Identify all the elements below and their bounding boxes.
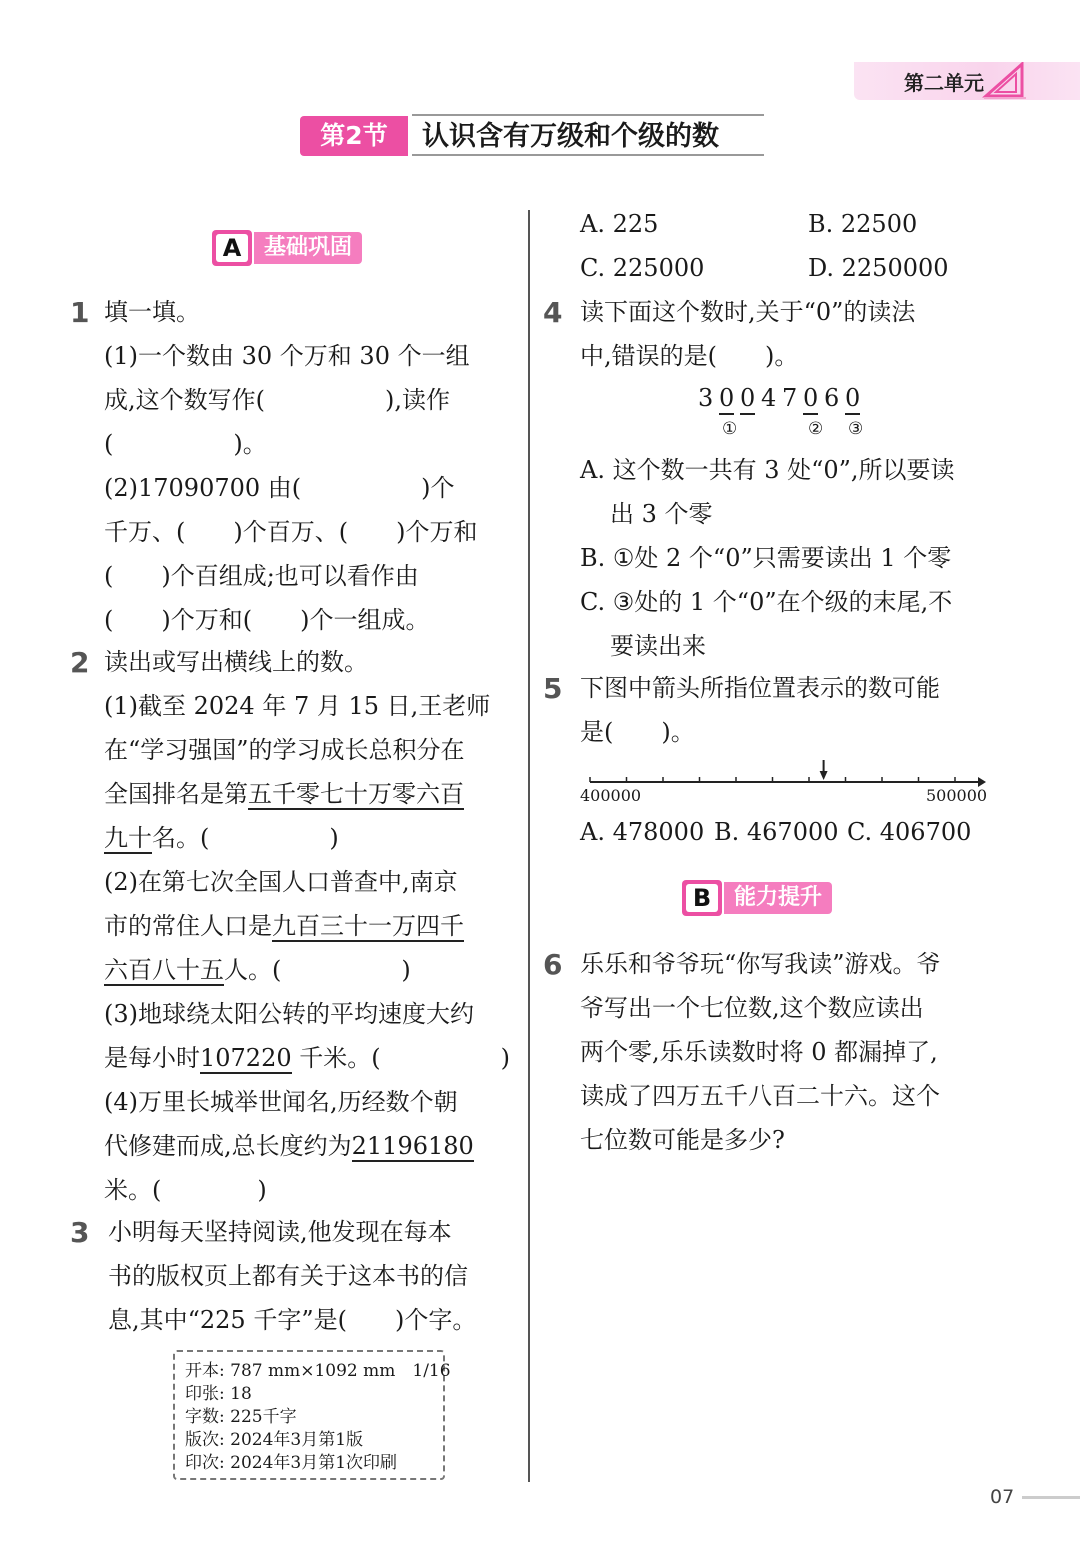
circle-mark-2: ② xyxy=(808,419,824,439)
copyright-info-box xyxy=(173,1350,451,1480)
q5-option-c: C. 406700 xyxy=(847,818,972,846)
q3-option-a: A. 225 xyxy=(580,210,659,238)
q5-option-a: A. 478000 xyxy=(580,818,705,846)
arrow-head xyxy=(820,771,828,780)
category-b-label: 能力提升 xyxy=(724,882,832,914)
q6-line: 七位数可能是多少? xyxy=(580,1126,785,1154)
q1-line: (1)一个数由 30 个万和 30 个一组 xyxy=(104,342,470,370)
q5-line: 是( )。 xyxy=(580,718,695,746)
q2-text: 千米。( ) xyxy=(291,1044,510,1072)
q1-line: 千万、( )个百万、( )个万和 xyxy=(104,518,478,546)
q1-line: ( )个万和( )个一组成。 xyxy=(104,606,430,634)
q1-line: (2)17090700 由( )个 xyxy=(104,474,455,502)
q2-text: 是每小时 xyxy=(104,1044,200,1072)
unit-tab xyxy=(854,62,1080,100)
q5-option-b: B. 467000 xyxy=(714,818,839,846)
info-row: 版次: 2024年3月第1版 xyxy=(185,1430,364,1450)
q3-number: 3 xyxy=(70,1216,90,1249)
circle-mark-3: ③ xyxy=(848,419,864,439)
q6-line: 爷写出一个七位数,这个数应读出 xyxy=(580,994,924,1022)
q2-underlined-number: 六百八十五 xyxy=(104,956,224,984)
digit: 3 xyxy=(698,384,714,412)
q2-line xyxy=(104,1043,510,1073)
section-badge-label: 第2节 xyxy=(320,121,388,150)
triangle-ruler-icon xyxy=(982,62,1028,100)
circle-mark-1: ① xyxy=(722,419,738,439)
q2-line: 读出或写出横线上的数。 xyxy=(104,648,368,676)
q2-line: (3)地球绕太阳公转的平均速度大约 xyxy=(104,1000,474,1028)
q3-option-b: B. 22500 xyxy=(808,210,918,238)
q4-number-display xyxy=(698,383,868,443)
q5-number: 5 xyxy=(543,672,563,705)
number-line-arrow-icon xyxy=(820,760,828,780)
q2-line xyxy=(104,779,464,809)
axis-end-label: 500000 xyxy=(926,786,988,805)
q2-text: 全国排名是第 xyxy=(104,780,248,808)
q4-option-a: A. 这个数一共有 3 处“0”,所以要读 xyxy=(580,456,955,484)
q6-line: 读成了四万五千八百二十六。这个 xyxy=(580,1082,940,1110)
q3-line: 书的版权页上都有关于这本书的信 xyxy=(108,1262,468,1290)
digit: 0 xyxy=(803,383,818,415)
digit: 0 xyxy=(740,383,755,415)
info-row: 印次: 2024年3月第1次印刷 xyxy=(185,1453,398,1473)
q1-number: 1 xyxy=(70,296,90,329)
q2-underlined-number: 五千零七十万零六百 xyxy=(248,780,464,808)
q2-line: (4)万里长城举世闻名,历经数个朝 xyxy=(104,1088,458,1116)
unit-title: 第二单元 xyxy=(904,71,984,95)
q4-option-a-cont: 出 3 个零 xyxy=(610,500,713,528)
digit: 0 xyxy=(845,383,860,415)
q6-number: 6 xyxy=(543,948,563,981)
q2-line xyxy=(104,1131,474,1161)
q6-line: 乐乐和爷爷玩“你写我读”游戏。爷 xyxy=(580,950,941,978)
q5-line: 下图中箭头所指位置表示的数可能 xyxy=(580,674,940,702)
q2-text: 市的常住人口是 xyxy=(104,912,272,940)
q1-line: 填一填。 xyxy=(104,298,200,326)
q2-line xyxy=(104,911,464,941)
info-row: 印张: 18 xyxy=(185,1384,252,1404)
info-row: 字数: 225千字 xyxy=(185,1407,297,1427)
column-divider xyxy=(528,210,530,1482)
q3-option-c: C. 225000 xyxy=(580,254,705,282)
digit: 4 xyxy=(761,384,777,412)
q2-underlined-number: 107220 xyxy=(200,1044,292,1072)
footer-rule xyxy=(1022,1496,1080,1499)
q1-line: ( )。 xyxy=(104,430,267,458)
category-a-letter: A xyxy=(216,234,248,262)
info-row: 开本: 787 mm×1092 mm 1/16 xyxy=(185,1361,451,1381)
q4-line: 读下面这个数时,关于“0”的读法 xyxy=(580,298,916,326)
q4-number: 4 xyxy=(543,296,563,329)
page-number: 07 xyxy=(990,1486,1015,1508)
q3-option-d: D. 2250000 xyxy=(808,254,949,282)
q2-text: 名。( ) xyxy=(152,824,339,852)
q2-line: 米。( ) xyxy=(104,1176,267,1204)
axis-start-label: 400000 xyxy=(580,786,642,805)
q1-line: 成,这个数写作( ),读作 xyxy=(104,386,450,414)
q2-line: (2)在第七次全国人口普查中,南京 xyxy=(104,868,458,896)
q4-line: 中,错误的是( )。 xyxy=(580,342,799,370)
digit: 0 xyxy=(719,383,734,415)
digit: 7 xyxy=(782,384,798,412)
q6-line: 两个零,乐乐读数时将 0 都漏掉了, xyxy=(580,1038,938,1066)
q3-line: 小明每天坚持阅读,他发现在每本 xyxy=(108,1218,452,1246)
q2-number: 2 xyxy=(70,646,90,679)
q2-underlined-number: 九十 xyxy=(104,824,152,852)
digit: 6 xyxy=(824,384,840,412)
q2-text: 代修建而成,总长度约为 xyxy=(104,1132,352,1160)
category-a-letter-box xyxy=(212,230,252,266)
category-b-letter: B xyxy=(686,884,718,912)
q3-line: 息,其中“225 千字”是( )个字。 xyxy=(108,1306,477,1334)
category-a-label: 基础巩固 xyxy=(254,232,362,264)
q2-line xyxy=(104,823,339,853)
q4-option-c-cont: 要读出来 xyxy=(610,632,706,660)
q4-option-b: B. ①处 2 个“0”只需要读出 1 个零 xyxy=(580,544,952,572)
q2-text: 人。( ) xyxy=(224,956,411,984)
section-title: 认识含有万级和个级的数 xyxy=(412,114,764,156)
q2-underlined-number: 九百三十一万四千 xyxy=(272,912,464,940)
category-b-letter-box xyxy=(682,880,722,916)
q2-line: 在“学习强国”的学习成长总积分在 xyxy=(104,736,465,764)
q1-line: ( )个百组成;也可以看作由 xyxy=(104,562,419,590)
q4-option-c: C. ③处的 1 个“0”在个级的末尾,不 xyxy=(580,588,953,616)
q2-line xyxy=(104,955,411,985)
q2-line: (1)截至 2024 年 7 月 15 日,王老师 xyxy=(104,692,491,720)
section-badge xyxy=(300,116,408,156)
q2-underlined-number: 21196180 xyxy=(351,1132,474,1160)
